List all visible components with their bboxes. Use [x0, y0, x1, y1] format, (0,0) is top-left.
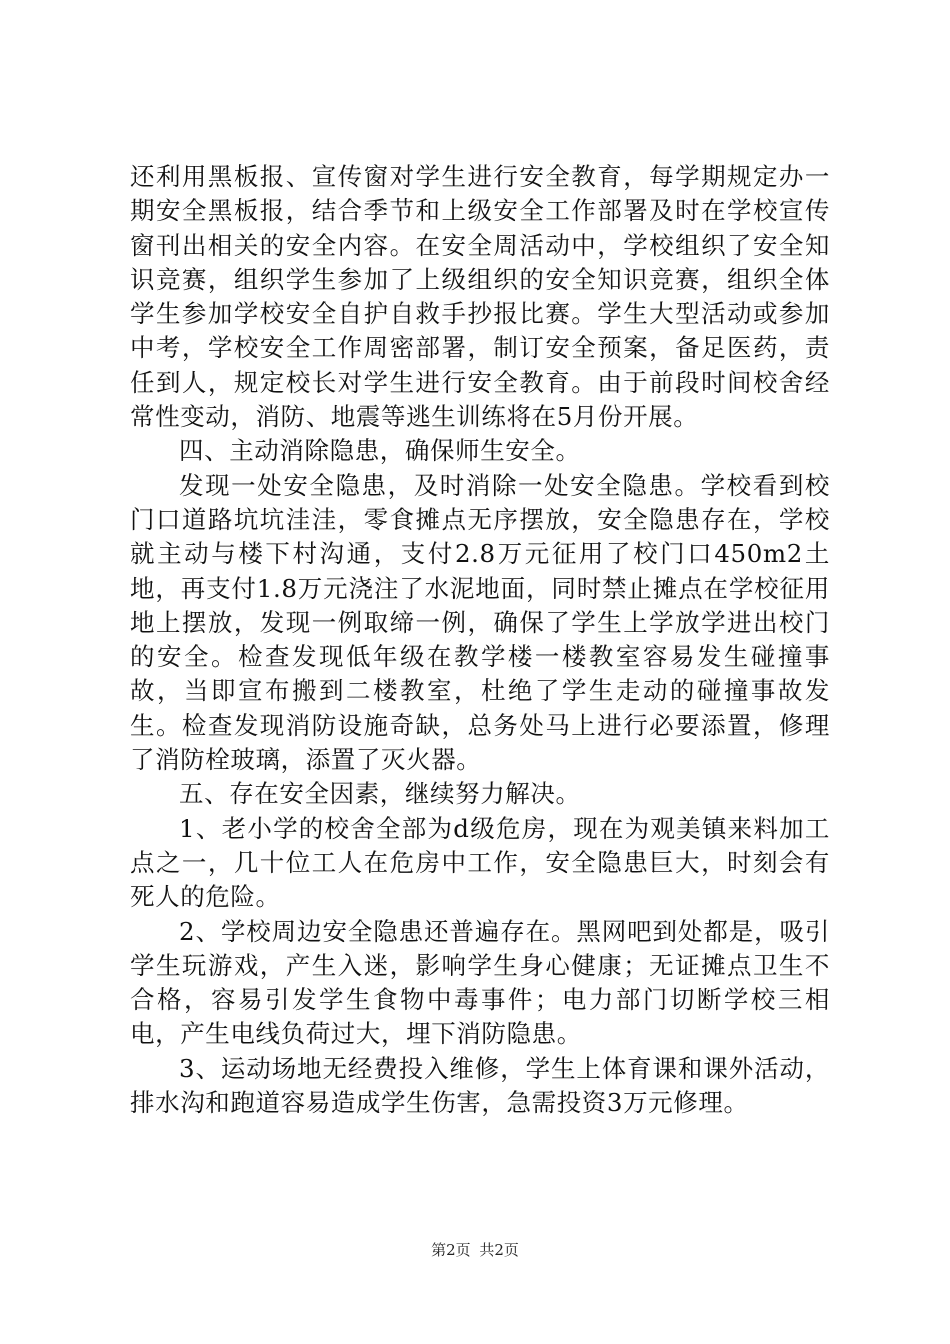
- section-heading-4: 四、主动消除隐患，确保师生安全。: [179, 436, 581, 466]
- paragraph-hazard-removal: 发现一处安全隐患，及时消除一处安全隐患。学校看到校门口道路坑坑洼洼，零食摊点无序摆放，安全隐患存在，学校就主动与楼下村沟通，支付2.8万元征用了校门口450m2土地，再支付1.8万元浇注了水泥地面，同时禁止摊点在学校征用地上摆放，发现一例取缔一例，确保了学生上学放学进出校门的安全。检查发现低年级在教学楼一楼教室容易发生碰撞事故，当即宣布搬到二楼教室，杜绝了学生走动的碰撞事故发生。检查发现消防设施奇缺，总务处马上进行必要添置，修理了消防栓玻璃，添置了灭火器。: [130, 470, 830, 775]
- document-body: [130, 160, 830, 1120]
- paragraph-continuation: 还利用黑板报、宣传窗对学生进行安全教育，每学期规定办一期安全黑板报，结合季节和上级安全工作部署及时在学校宣传窗刊出相关的安全内容。在安全周活动中，学校组织了安全知识竞赛，组织学生参加了上级组织的安全知识竞赛，组织全体学生参加学校安全自护自救手抄报比赛。学生大型活动或参加中考，学校安全工作周密部署，制订安全预案，备足医药，责任到人，规定校长对学生进行安全教育。由于前段时间校舍经常性变动，消防、地震等逃生训练将在5月份开展。: [130, 162, 830, 432]
- section-heading-5: 五、存在安全因素，继续努力解决。: [179, 779, 581, 809]
- list-item-1: 1、老小学的校舍全部为d级危房，现在为观美镇来料加工点之一，几十位工人在危房中工作，安全隐患巨大，时刻会有死人的危险。: [130, 813, 830, 912]
- list-item-3: 3、运动场地无经费投入维修，学生上体育课和课外活动，排水沟和跑道容易造成学生伤害，急需投资3万元修理。: [130, 1053, 830, 1118]
- page-number-current: 第2页: [431, 1241, 471, 1259]
- page-footer: [0, 1240, 950, 1260]
- page-number-total: 共2页: [479, 1241, 519, 1259]
- list-item-2: 2、学校周边安全隐患还普遍存在。黑网吧到处都是，吸引学生玩游戏，产生入迷，影响学生身心健康；无证摊点卫生不合格，容易引发学生食物中毒事件；电力部门切断学校三相电，产生电线负荷过大，埋下消防隐患。: [130, 916, 830, 1049]
